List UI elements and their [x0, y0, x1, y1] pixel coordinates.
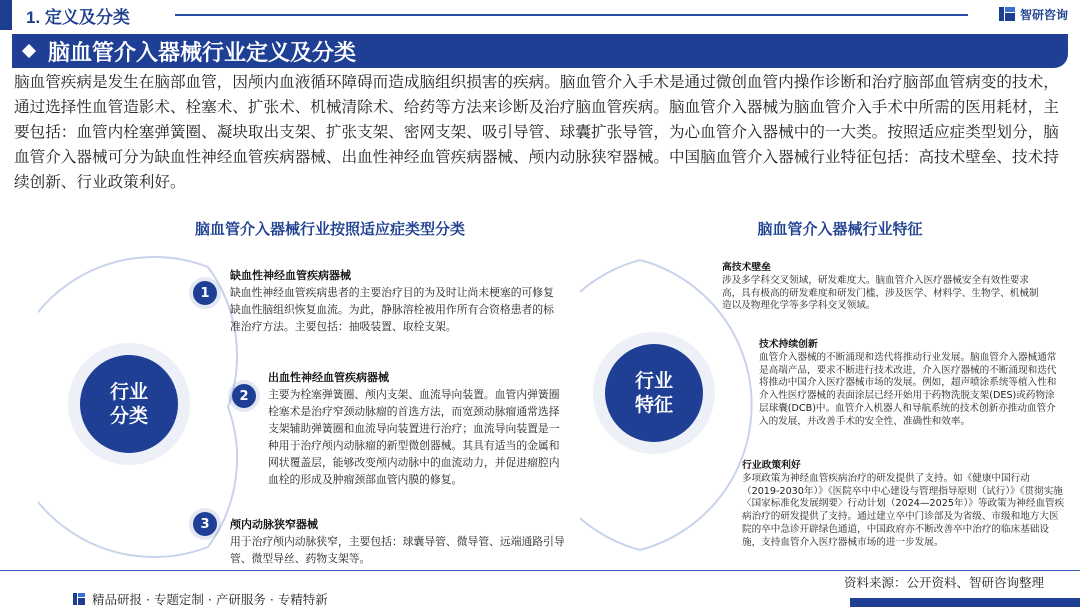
- brand-name: 智研咨询: [1019, 7, 1068, 22]
- feature-innovation: [759, 339, 1059, 429]
- category-hemorrhagic: [268, 369, 566, 488]
- category-title: 出血性神经血管疾病器械: [268, 371, 389, 384]
- features-center-line1: 行业: [634, 370, 673, 392]
- classification-center: [80, 355, 178, 453]
- classification-heading: 脑血管介入器械行业按照适应症类型分类: [194, 220, 465, 238]
- feature-text: 涉及多学科交叉领域，研发难度大。脑血管介入医疗器械安全有效性要求高，具有极高的研发难度和研发门槛，涉及医学、材料学、生物学、机械制造以及物理化学等多学科交叉领域。: [722, 274, 1039, 312]
- feature-title: 高技术壁垒: [722, 262, 771, 273]
- category-ischemic: [230, 267, 562, 335]
- features-center-line2: 特征: [634, 394, 673, 416]
- section-marker: [0, 0, 12, 30]
- feature-text: 血管介入器械的不断涌现和迭代将推动行业发展。脑血管介入器械通常是高端产品，要求不断进行技术改进，介入医疗器械的不断涌现和迭代将推动中国介入医疗器械市场的发展。例如，超声喷涂系统等植入性和介入性医疗器械的表面涂层已经开始用于药物洗脱支架(DES)或药物涂层球囊(DCB)中。血管介入机器人和导航系统的技术创新亦推动血管介入的发展，并改善手术的安全性、准确性和效率。: [759, 351, 1057, 427]
- diamond-icon: [22, 44, 36, 58]
- feature-title: 行业政策利好: [742, 460, 801, 471]
- category-stenosis: [230, 516, 570, 567]
- classification-center-line2: 分类: [109, 405, 148, 427]
- title-banner: [12, 34, 1068, 68]
- top-bar: [0, 0, 1080, 30]
- category-number-1: 1: [193, 281, 217, 305]
- footer-accent-bar: [850, 598, 1080, 607]
- footer-rule: [0, 570, 1080, 571]
- category-text: 主要为栓塞弹簧圈、颅内支架、血流导向装置。血管内弹簧圈栓塞术是治疗窄颈动脉瘤的首选方法，而宽颈动脉瘤通常选择支架辅助弹簧圈和血流导向装置进行治疗；血流导向装置是一种用于治疗颅内动脉瘤的新型微创器械。其具有适当的金属和网状覆盖层，能够改变颅内动脉中的血流动力，并促进瘤腔内血栓的形成及肿瘤颈部血管内膜的修复。: [268, 388, 560, 486]
- brand-mark-icon: [72, 592, 86, 606]
- features-center: [605, 344, 703, 442]
- category-number-3: 3: [193, 512, 217, 536]
- source-note: 资料来源：公开资料、智研咨询整理: [843, 575, 1044, 590]
- features-heading: 脑血管介入器械行业特征: [757, 220, 923, 238]
- feature-text: 多项政策为神经血管疾病治疗的研发提供了支持。如《健康中国行动（2019-2030年）》《医院卒中中心建设与管理指导原则（试行）》《贯彻实施〈国家标准化发展纲要〉行动计划（2024—2025年）》等政策为神经血管疾病治疗的研发提供了支持。通过建立卒中门诊部及为省级、市级和地方大医院的卒中急诊开辟绿色通道，中国政府亦不断改善卒中治疗的临床基础设施，支持血管介入医疗器械市场的进一步发展。: [742, 472, 1065, 548]
- feature-title: 技术持续创新: [759, 339, 818, 350]
- brand-logo-area: [998, 5, 1068, 23]
- category-number-2: 2: [232, 384, 256, 408]
- category-title: 缺血性神经血管疾病器械: [230, 269, 351, 282]
- section-title: 1. 定义及分类: [26, 7, 130, 27]
- intro-paragraph: 脑血管疾病是发生在脑部血管，因颅内血液循环障碍而造成脑组织损害的疾病。脑血管介入手术是通过微创血管内操作诊断和治疗脑部血管病变的技术，通过选择性血管造影术、栓塞术、扩张术、机械清除术、给药等方法来诊断及治疗脑血管疾病。脑血管介入器械为脑血管介入手术中所需的医用耗材，主要包括：血管内栓塞弹簧圈、凝块取出支架、扩张支架、密网支架、吸引导管、球囊扩张导管，为心血管介入器械中的一大类。按照适应症类型划分，脑血管介入器械可分为缺血性神经血管疾病器械、出血性神经血管疾病器械、颅内动脉狭窄器械。中国脑血管介入器械行业特征包括：高技术壁垒、技术持续创新、行业政策利好。: [14, 73, 1059, 191]
- classification-center-line1: 行业: [109, 381, 148, 403]
- header-rule: [175, 14, 968, 16]
- feature-tech-barrier: [722, 262, 1047, 313]
- feature-policy: [742, 460, 1067, 550]
- services-line: [72, 590, 328, 607]
- section-header: [0, 0, 130, 30]
- category-text: 缺血性神经血管疾病患者的主要治疗目的为及时让尚未梗塞的可修复缺血性脑组织恢复血流。为此，静脉溶栓被用作所有合资格患者的标准治疗方法。主要包括：抽吸装置、取栓支架。: [230, 286, 554, 333]
- page-title: 脑血管介入器械行业定义及分类: [48, 40, 357, 66]
- services-text: 精品研报 · 专题定制 · 产研服务 · 专精特新: [92, 592, 328, 607]
- category-text: 用于治疗颅内动脉狭窄，主要包括：球囊导管、微导管、远端通路引导管、微型导丝、药物支架等。: [230, 535, 565, 565]
- category-title: 颅内动脉狭窄器械: [230, 518, 318, 531]
- brand-logo-icon: [998, 5, 1016, 23]
